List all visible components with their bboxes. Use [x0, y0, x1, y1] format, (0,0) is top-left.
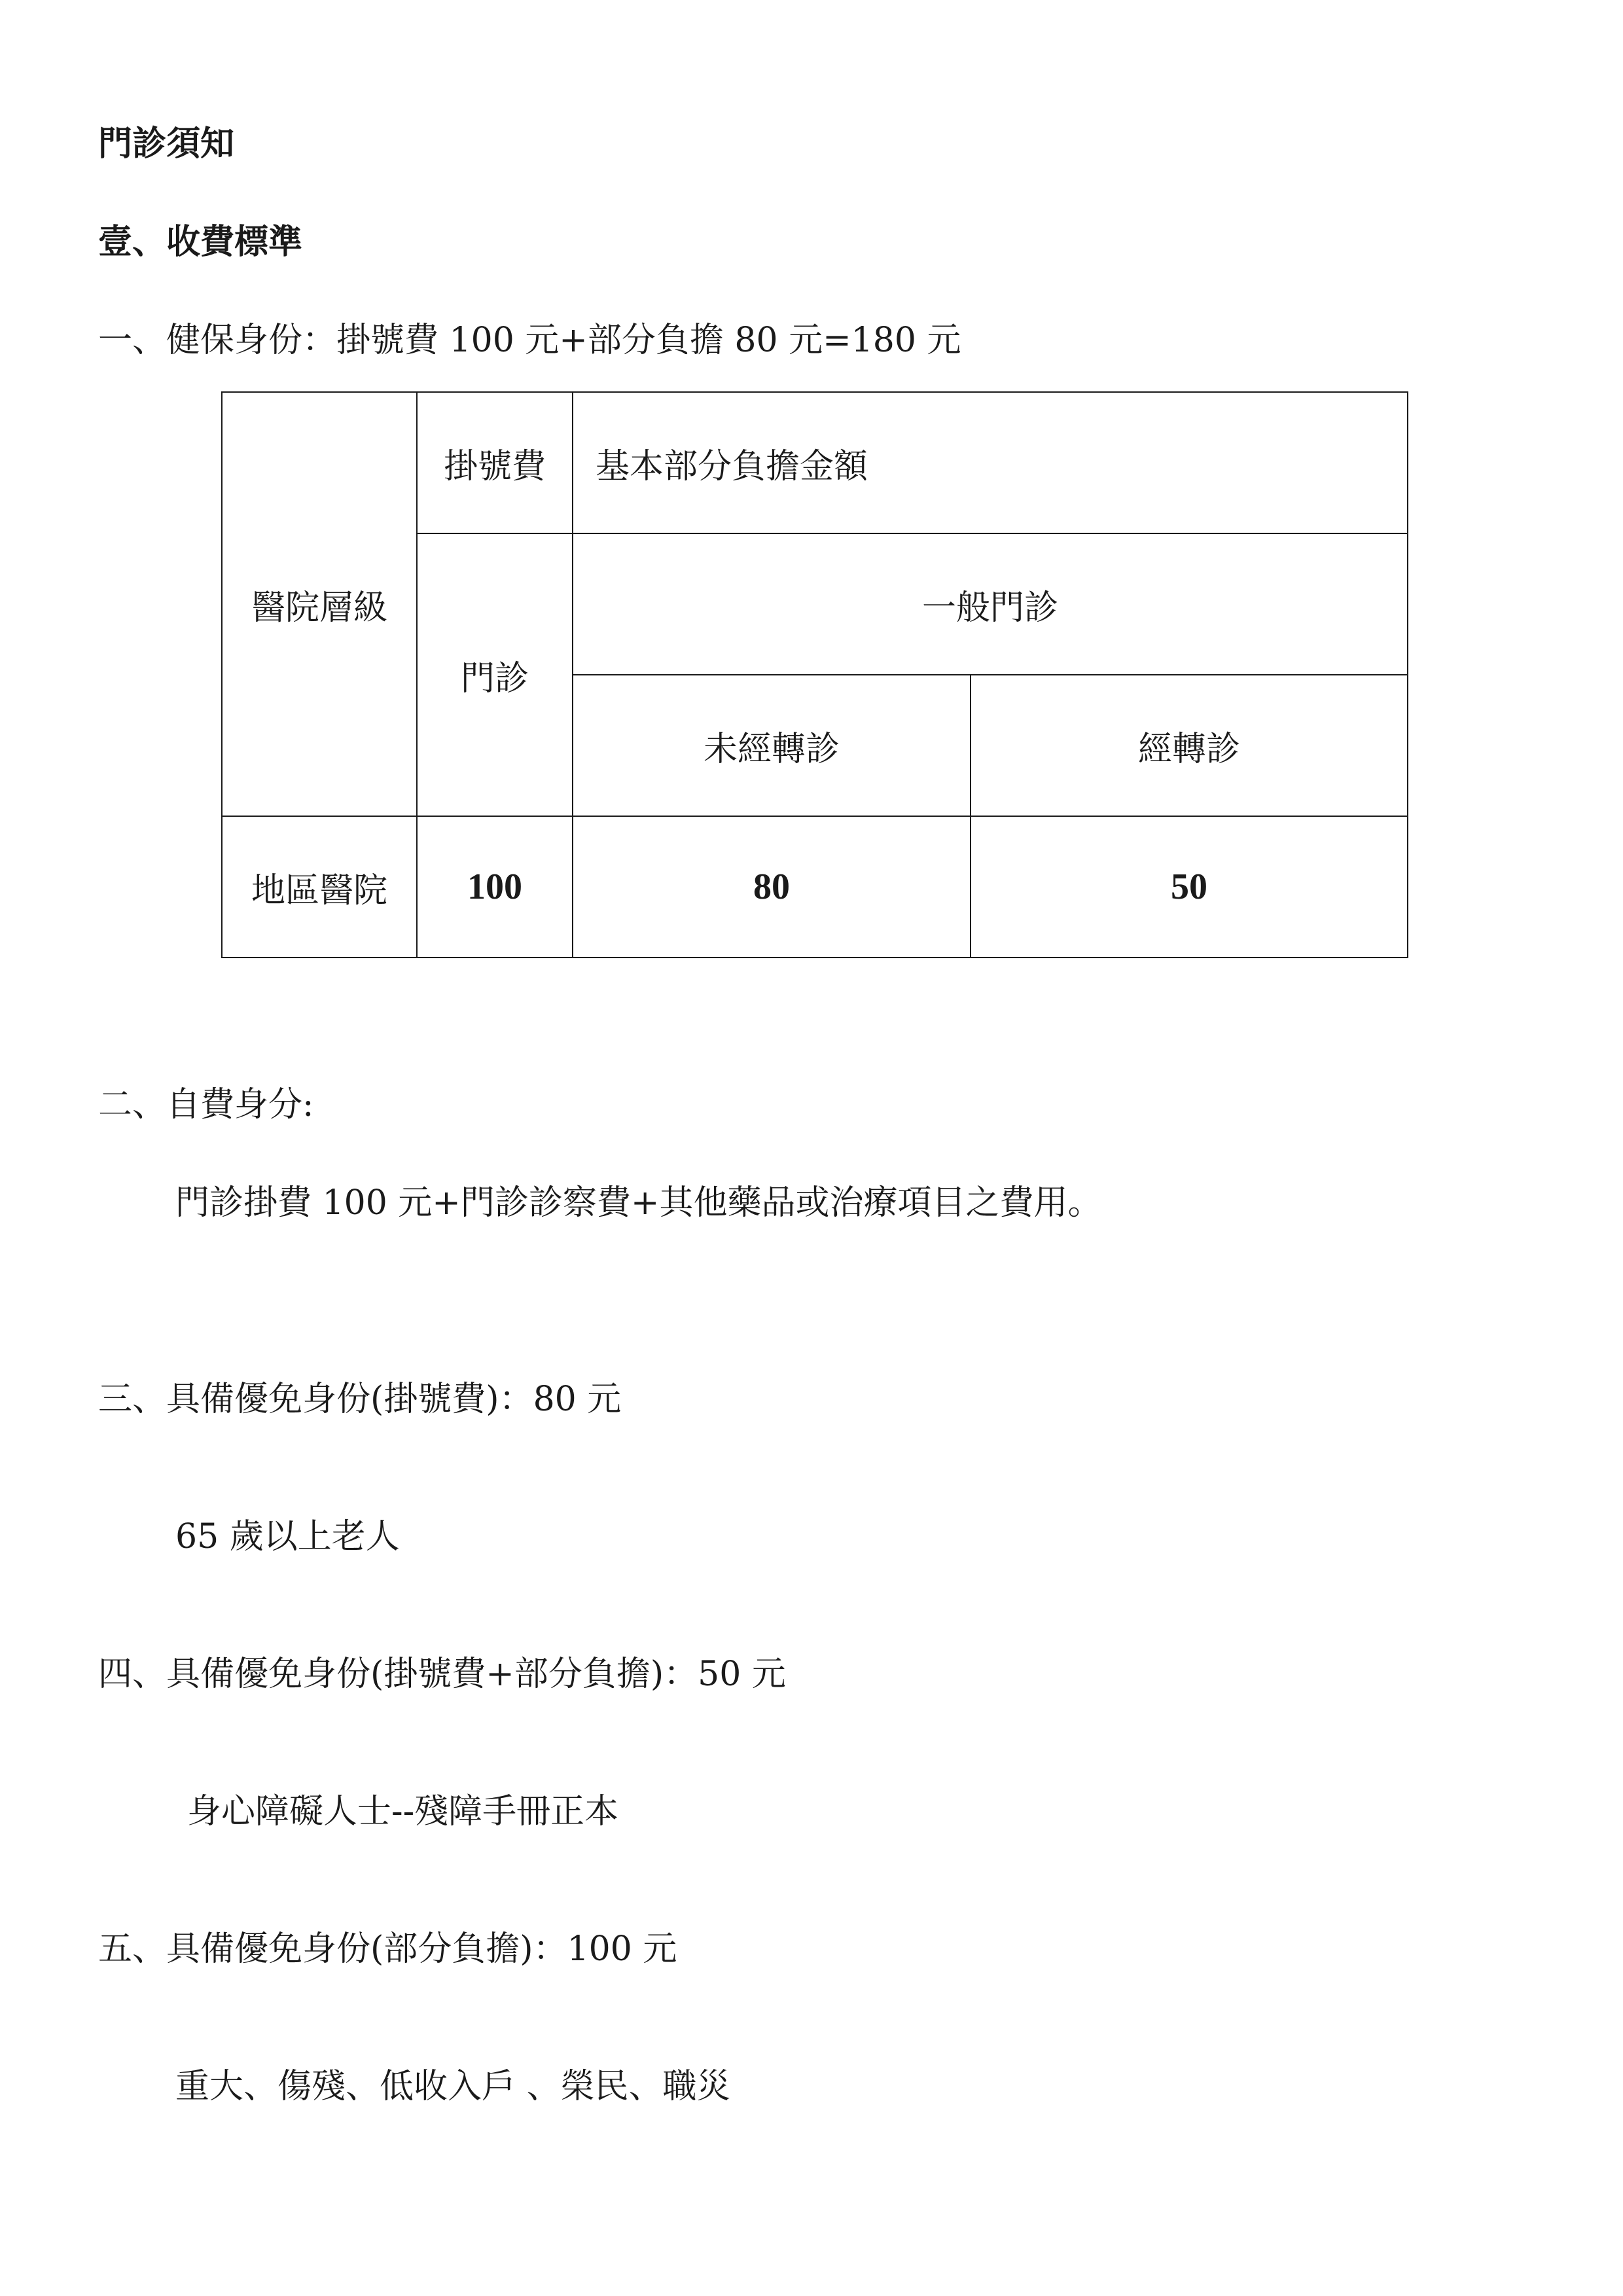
item3-heading: 三、具備優免身份(掛號費)：80 元: [98, 1380, 622, 1419]
row-no-referral-copay: 80: [573, 816, 971, 958]
item4-heading: 四、具備優免身份(掛號費+部分負擔)：50 元: [98, 1655, 786, 1694]
table-row: [222, 816, 1408, 958]
document-title: 門診須知: [98, 124, 235, 164]
item2-heading: 二、自費身分:: [98, 1085, 314, 1124]
row-registration-fee: 100: [417, 816, 573, 958]
header-registration-fee: 掛號費: [417, 392, 573, 533]
row-referral-copay: 50: [971, 816, 1408, 958]
item2-detail: 門診掛費 100 元+門診診察費+其他藥品或治療項目之費用。: [175, 1183, 1102, 1223]
header-hospital-level: 醫院層級: [222, 392, 417, 816]
fee-table: [221, 391, 1408, 958]
row-hospital-level: 地區醫院: [222, 816, 417, 958]
header-general-outpatient: 一般門診: [573, 533, 1408, 675]
item3-detail: 65 歲以上老人: [175, 1517, 400, 1556]
header-no-referral: 未經轉診: [573, 675, 971, 816]
item5-detail: 重大、傷殘、低收入戶 、榮民、職災: [175, 2067, 731, 2106]
header-basic-copay: 基本部分負擔金額: [573, 392, 1408, 533]
header-referral: 經轉診: [971, 675, 1408, 816]
header-outpatient: 門診: [417, 533, 573, 816]
section-title: 壹、收費標準: [98, 222, 303, 262]
item4-detail: 身心障礙人士--殘障手冊正本: [187, 1792, 619, 1831]
item5-heading: 五、具備優免身份(部分負擔)：100 元: [98, 1929, 677, 1969]
item1-heading: 一、健保身份：掛號費 100 元+部分負擔 80 元=180 元: [98, 321, 961, 360]
